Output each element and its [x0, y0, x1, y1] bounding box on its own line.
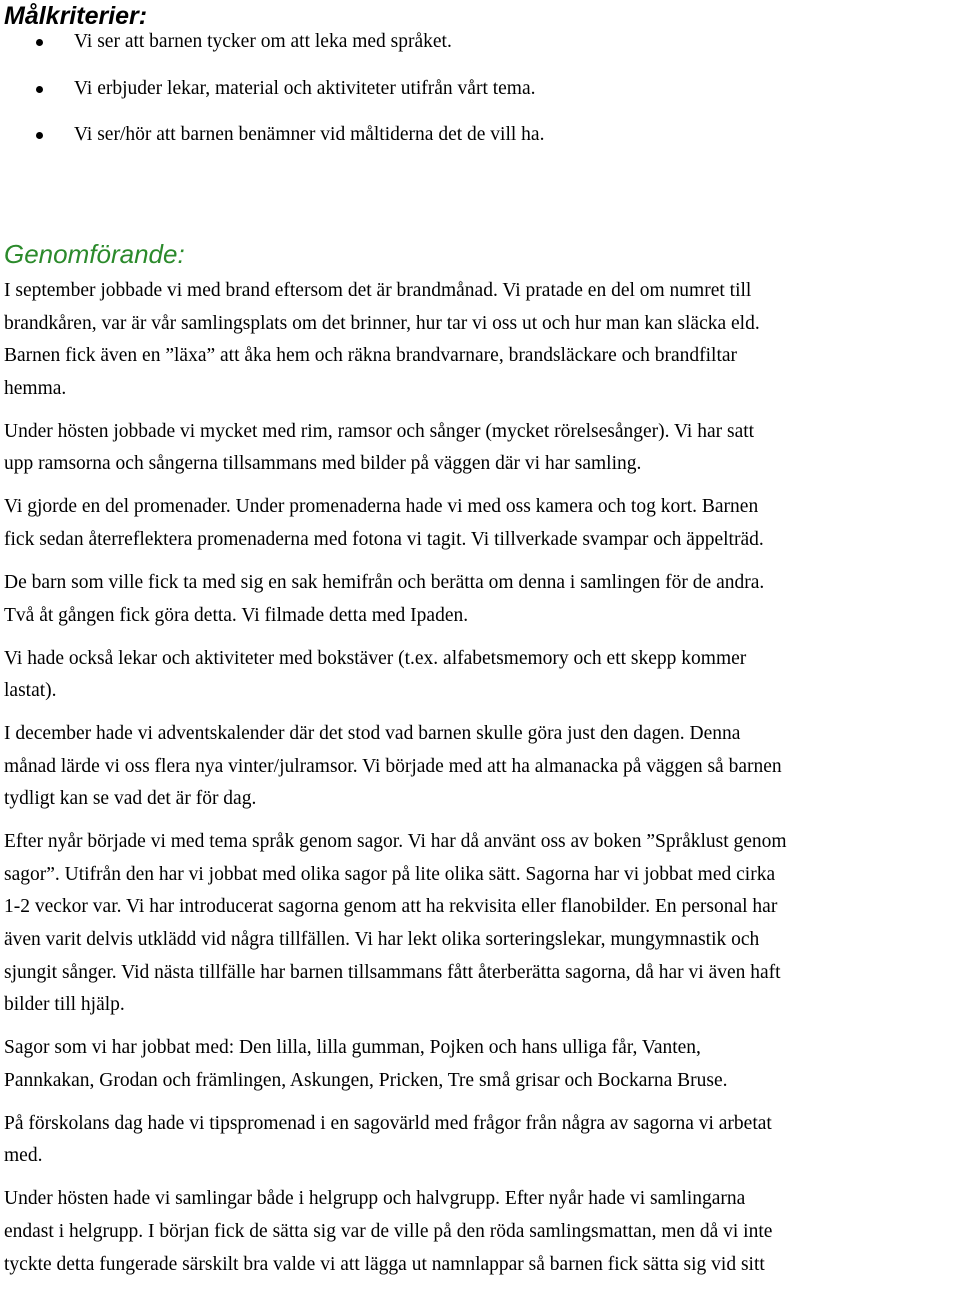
text-line: Vi gjorde en del promenader. Under promenaderna hade vi med oss kamera och tog kort. Barnen — [4, 496, 759, 518]
criteria-item-text: Vi erbjuder lekar, material och aktiviteter utifrån vårt tema. — [74, 77, 536, 99]
paragraph — [4, 826, 960, 1022]
text-line: tyckte detta fungerade särskilt bra valde vi att lägga ut namnlappar så barnen fick sätta sig vid sitt — [4, 1253, 765, 1275]
text-line: Två åt gången fick göra detta. Vi filmade detta med Ipaden. — [4, 604, 469, 626]
text-line: Barnen fick även en ”läxa” att åka hem och räkna brandvarnare, brandsläckare och brandfiltar — [4, 345, 738, 367]
text-line: Pannkakan, Grodan och främlingen, Askungen, Pricken, Tre små grisar och Bockarna Bruse. — [4, 1069, 728, 1091]
text-line: 1-2 veckor var. Vi har introducerat sagorna genom att ha rekvisita eller flanobilder. En personal har — [4, 896, 778, 918]
implementation-body — [4, 275, 960, 1292]
text-line: fick sedan återreflektera promenaderna med fotona vi tagit. Vi tillverkade svampar och äppelträd. — [4, 528, 764, 550]
criteria-item — [4, 30, 544, 54]
paragraph — [4, 1183, 960, 1281]
text-line: I september jobbade vi med brand eftersom det är brandmånad. Vi pratade en del om numret till — [4, 280, 752, 301]
paragraph — [4, 275, 960, 405]
bullet-icon — [36, 39, 43, 46]
text-line: Under hösten hade vi samlingar både i helgrupp och halvgrupp. Efter nyår hade vi samlingarna — [4, 1188, 746, 1210]
text-line: tydligt kan se vad det är för dag. — [4, 788, 257, 810]
text-line: hemma. — [4, 377, 67, 399]
text-line: På förskolans dag hade vi tipspromenad i en sagovärld med frågor från några av sagorna vi arbetat — [4, 1112, 772, 1134]
criteria-item — [4, 77, 544, 101]
paragraph — [4, 1108, 960, 1173]
text-line: sjungit sånger. Vid nästa tillfälle har barnen tillsammans fått återberätta sagorna, då har vi även haft — [4, 961, 781, 983]
text-line: bilder till hjälp. — [4, 994, 125, 1016]
implementation-heading: Genomförande: — [4, 239, 185, 269]
criteria-item-text: Vi ser att barnen tycker om att leka med språket. — [74, 31, 452, 52]
criteria-heading: Målkriterier: — [4, 2, 148, 30]
paragraph — [4, 416, 960, 481]
text-line: med. — [4, 1145, 43, 1167]
text-line: månad lärde vi oss flera nya vinter/julramsor. Vi började med att ha almanacka på väggen så barnen — [4, 755, 782, 777]
paragraph — [4, 491, 960, 556]
text-line: Sagor som vi har jobbat med: Den lilla, lilla gumman, Pojken och hans ulliga får, Vanten, — [4, 1037, 701, 1059]
text-line: sagor”. Utifrån den har vi jobbat med olika sagor på lite olika sätt. Sagorna har vi jobbat med cirka — [4, 863, 776, 885]
bullet-icon — [36, 86, 43, 93]
text-line: Vi hade också lekar och aktiviteter med bokstäver (t.ex. alfabetsmemory och ett skepp kommer — [4, 647, 747, 669]
criteria-list — [4, 30, 544, 170]
text-line: upp ramsorna och sångerna tillsammans med bilder på väggen där vi har samling. — [4, 453, 642, 475]
text-line: även varit delvis utklädd vid några tillfällen. Vi har lekt olika sorteringslekar, mungymnastik och — [4, 929, 760, 951]
criteria-item — [4, 123, 544, 147]
text-line: endast i helgrupp. I början fick de sätta sig var de ville på den röda samlingsmattan, men då vi inte — [4, 1220, 773, 1242]
bullet-icon — [36, 132, 43, 139]
text-line: lastat). — [4, 680, 57, 702]
criteria-item-text: Vi ser/hör att barnen benämner vid måltiderna det de vill ha. — [74, 124, 545, 145]
text-line: De barn som ville fick ta med sig en sak hemifrån och berätta om denna i samlingen för de andra. — [4, 571, 765, 593]
text-line: brandkåren, var är vår samlingsplats om det brinner, hur tar vi oss ut och hur man kan släcka eld. — [4, 312, 760, 334]
text-line: Under hösten jobbade vi mycket med rim, ramsor och sånger (mycket rörelsesånger). Vi har satt — [4, 420, 755, 442]
paragraph — [4, 1032, 960, 1097]
paragraph — [4, 567, 960, 632]
text-line: I december hade vi adventskalender där det stod vad barnen skulle göra just den dagen. Denna — [4, 723, 741, 745]
paragraph — [4, 718, 960, 816]
paragraph — [4, 643, 960, 708]
text-line: Efter nyår började vi med tema språk genom sagor. Vi har då använt oss av boken ”Språklust genom — [4, 831, 787, 853]
